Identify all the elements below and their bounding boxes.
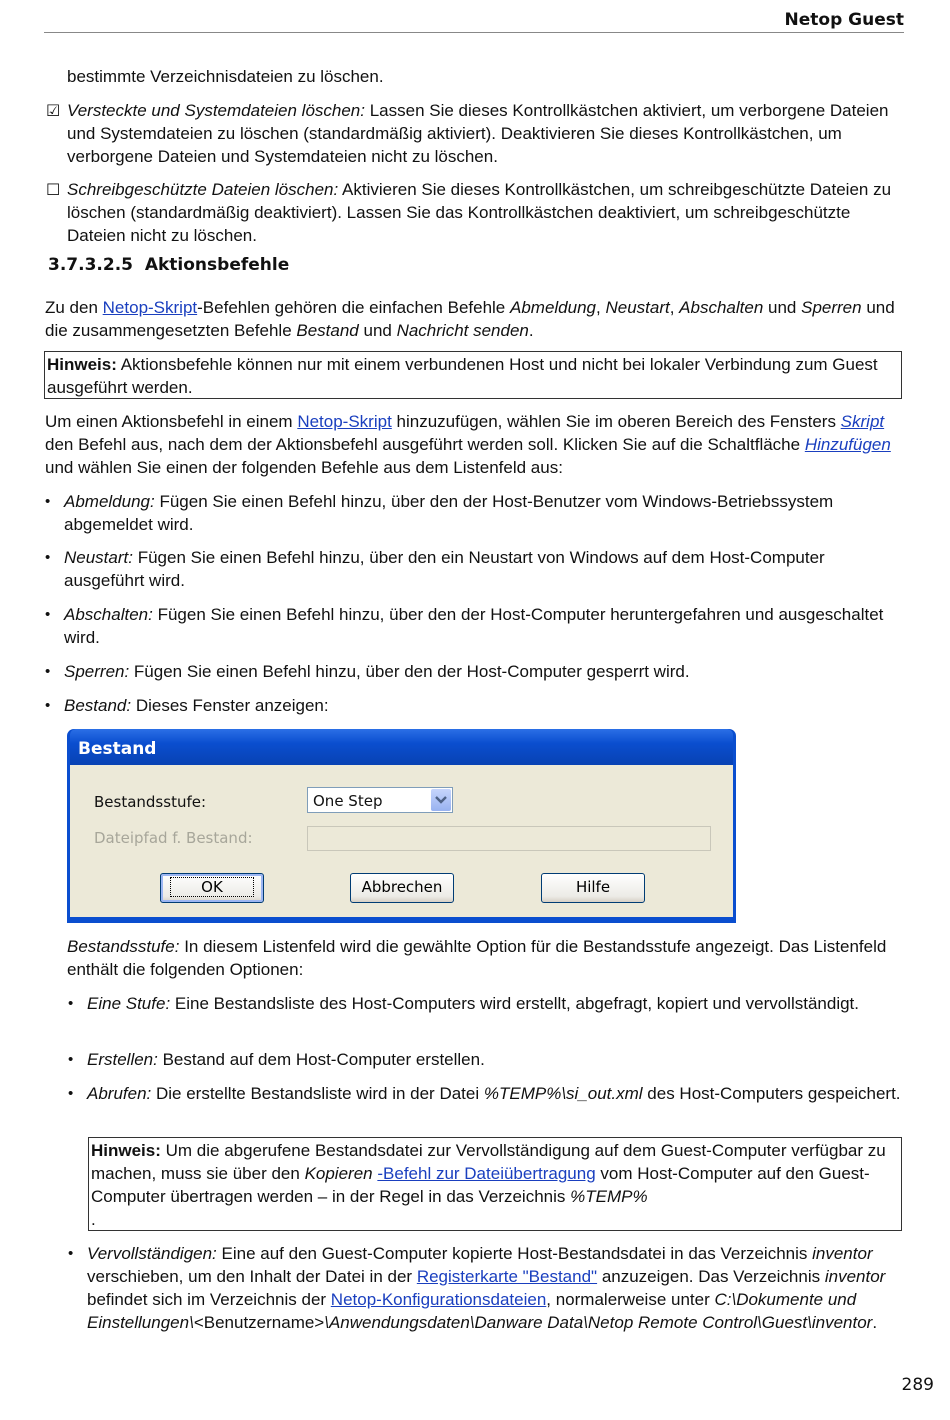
bullet-icon: • xyxy=(68,1085,74,1102)
text: %TEMP% xyxy=(570,1187,648,1206)
item-text: Fügen Sie einen Befehl hinzu, über den der Host-Computer heruntergefahren und ausgeschaltet wird. xyxy=(64,605,884,647)
bullet-icon: • xyxy=(45,697,51,714)
text: inventor xyxy=(824,1267,886,1286)
text: , xyxy=(596,298,606,317)
running-header: Netop Guest xyxy=(784,10,904,30)
text: anzuzeigen. Das Verzeichnis xyxy=(597,1267,825,1286)
dialog-title: Bestand xyxy=(70,729,733,765)
text: Zu den xyxy=(45,298,103,317)
text: C:\Dokumente und Einstellungen\ xyxy=(87,1290,857,1332)
note-box xyxy=(88,1137,902,1231)
cmd-sperren: Sperren xyxy=(801,298,862,317)
option-hidden-files xyxy=(67,99,907,168)
paragraph-level xyxy=(67,935,907,981)
text: und xyxy=(763,298,802,317)
list-item xyxy=(87,1048,907,1071)
text: <Benutzername> xyxy=(193,1313,325,1332)
item-text: Dieses Fenster anzeigen: xyxy=(131,696,329,715)
config-files-link[interactable]: Netop-Konfigurationsdateien xyxy=(330,1290,547,1309)
option-text: Aktivieren Sie dieses Kontrollkästchen, um schreibgeschützte Dateien zu löschen (standardmäßig deaktiviert). Lassen Sie das Kontrollkästchen deaktiviert, um schreibgeschützte Dateien nicht zu löschen. xyxy=(67,180,892,245)
item-text: Bestand auf dem Host-Computer erstellen. xyxy=(157,1050,485,1069)
text: Um einen Aktionsbefehl in einem xyxy=(45,412,298,431)
netop-script-link[interactable]: Netop-Skript xyxy=(102,298,198,317)
text: den Befehl aus, nach dem der Aktionsbefehl ausgeführt werden soll. Klicken Sie auf die Schaltfläche xyxy=(45,435,805,454)
page-number: 289 xyxy=(901,1375,934,1395)
option-label: Schreibgeschützte Dateien löschen: xyxy=(67,180,339,199)
bullet-icon: • xyxy=(45,606,51,623)
text: verschieben, um den Inhalt der Datei in der xyxy=(87,1267,417,1286)
text: \Anwendungsdaten\Danware Data\Netop Remote Control\Guest\inventor xyxy=(324,1313,873,1332)
option-text: Lassen Sie dieses Kontrollkästchen aktiviert, um verborgene Dateien und Systemdateien zu löschen (standardmäßig aktiviert). Deaktivieren Sie dieses Kontrollkästchen, um verborgene Dateien und Systemdateien nicht zu löschen. xyxy=(67,101,889,166)
note-box xyxy=(44,351,902,399)
text: -Befehlen gehören die einfachen Befehle xyxy=(197,298,510,317)
option-readonly-files xyxy=(67,178,907,247)
cancel-button[interactable]: Abbrechen xyxy=(350,873,454,903)
item-label: Neustart: xyxy=(64,548,133,567)
checked-checkbox-icon: ☑ xyxy=(46,101,61,120)
text: vom Host-Computer auf den Guest-Computer übertragen werden – in der Regel in das Verzeichnis xyxy=(91,1164,870,1206)
bullet-icon: • xyxy=(45,493,51,510)
path-input[interactable] xyxy=(307,826,711,851)
text: und die zusammengesetzten Befehle xyxy=(45,298,895,340)
text: befindet sich im Verzeichnis der xyxy=(87,1290,331,1309)
netop-script-link[interactable]: Netop-Skript xyxy=(297,412,392,431)
list-item xyxy=(64,660,907,683)
bullet-icon: • xyxy=(45,549,51,566)
unchecked-checkbox-icon: ☐ xyxy=(46,180,61,199)
note-text: Aktionsbefehle können nur mit einem verbundenen Host und nicht bei lokaler Verbindung zum Guest ausgeführt werden. xyxy=(47,355,878,397)
file-path: %TEMP%\si_out.xml xyxy=(483,1084,643,1103)
item-label: Abmeldung: xyxy=(64,492,155,511)
bestand-tab-link[interactable]: Registerkarte "Bestand" xyxy=(416,1267,598,1286)
cmd-nachricht: Nachricht senden xyxy=(396,321,529,340)
item-label: Abrufen: xyxy=(87,1084,152,1103)
item-label: Sperren: xyxy=(64,662,130,681)
bullet-icon: • xyxy=(68,1051,74,1068)
cmd-abmeldung: Abmeldung xyxy=(510,298,597,317)
paragraph-add-command xyxy=(45,410,907,479)
paragraph-commands xyxy=(45,296,907,342)
item-text: In diesem Listenfeld wird die gewählte Option für die Bestandsstufe angezeigt. Das Listenfeld enthält die folgenden Optionen: xyxy=(67,937,887,979)
note-label: Hinweis: xyxy=(47,355,117,374)
item-label: Abschalten: xyxy=(64,605,153,624)
ok-button-label: OK xyxy=(171,878,253,896)
text: . xyxy=(528,321,534,340)
text: , xyxy=(669,298,680,317)
list-item xyxy=(87,992,907,1015)
section-title: Aktionsbefehle xyxy=(144,255,290,275)
cmd-bestand: Bestand xyxy=(296,321,359,340)
bullet-icon: • xyxy=(68,995,74,1012)
item-label: Vervollständigen: xyxy=(87,1244,217,1263)
text: des Host-Computers gespeichert. xyxy=(642,1084,901,1103)
dialog-body xyxy=(70,765,733,917)
skript-link[interactable]: Skript xyxy=(840,412,885,431)
help-button[interactable]: Hilfe xyxy=(541,873,645,903)
hinzufuegen-link[interactable]: Hinzufügen xyxy=(804,435,891,454)
header-rule xyxy=(44,32,904,33)
option-label: Versteckte und Systemdateien löschen: xyxy=(67,101,365,120)
section-heading xyxy=(48,254,289,277)
item-label: Bestandsstufe: xyxy=(67,937,180,956)
text: und wählen Sie einen der folgenden Befehle aus dem Listenfeld aus: xyxy=(45,458,563,477)
ok-button[interactable] xyxy=(160,873,264,903)
text: inventor xyxy=(812,1244,873,1263)
section-number: 3.7.3.2.5 xyxy=(48,255,133,275)
intro-tail-text: bestimmte Verzeichnisdateien zu löschen. xyxy=(67,67,384,86)
note-label: Hinweis: xyxy=(91,1141,161,1160)
item-text: Fügen Sie einen Befehl hinzu, über den der Host-Computer gesperrt wird. xyxy=(129,662,690,681)
path-label: Dateipfad f. Bestand: xyxy=(94,829,253,847)
chevron-down-icon[interactable] xyxy=(431,789,451,811)
list-item xyxy=(87,1082,907,1105)
level-select-value: One Step xyxy=(313,792,383,810)
text: Die erstellte Bestandsliste wird in der Datei xyxy=(151,1084,484,1103)
item-text: Fügen Sie einen Befehl hinzu, über den der Host-Benutzer vom Windows-Betriebssystem abgemeldet wird. xyxy=(64,492,834,534)
cmd-abschalten: Abschalten xyxy=(679,298,764,317)
text: und xyxy=(358,321,397,340)
list-item xyxy=(87,1242,907,1334)
item-text: Eine Bestandsliste des Host-Computers wird erstellt, abgefragt, kopiert und vervollständigt. xyxy=(170,994,860,1013)
text: Um die abgerufene Bestandsdatei zur Vervollständigung auf dem Guest-Computer verfügbar zu machen, muss sie über den xyxy=(91,1141,886,1183)
text: Eine auf den Guest-Computer kopierte Host-Bestandsdatei in das Verzeichnis xyxy=(216,1244,813,1263)
text: . xyxy=(872,1313,878,1332)
bestand-dialog xyxy=(67,729,736,923)
text: Kopieren xyxy=(304,1164,373,1183)
text: , normalerweise unter xyxy=(546,1290,715,1309)
cmd-neustart: Neustart xyxy=(605,298,670,317)
text: hinzuzufügen, wählen Sie im oberen Bereich des Fensters xyxy=(391,412,841,431)
list-item xyxy=(64,546,907,592)
bullet-icon: • xyxy=(68,1245,74,1262)
list-item xyxy=(64,694,907,717)
list-item xyxy=(64,490,907,536)
bullet-icon: • xyxy=(45,663,51,680)
level-select[interactable] xyxy=(307,787,453,813)
item-label: Bestand: xyxy=(64,696,132,715)
list-item xyxy=(64,603,907,649)
item-text: Fügen Sie einen Befehl hinzu, über den ein Neustart von Windows auf dem Host-Computer ausgeführt wird. xyxy=(64,548,825,590)
level-label: Bestandsstufe: xyxy=(94,793,207,811)
item-label: Eine Stufe: xyxy=(87,994,171,1013)
text: . xyxy=(91,1210,96,1229)
item-label: Erstellen: xyxy=(87,1050,158,1069)
file-transfer-link[interactable]: -Befehl zur Dateiübertragung xyxy=(377,1164,596,1183)
